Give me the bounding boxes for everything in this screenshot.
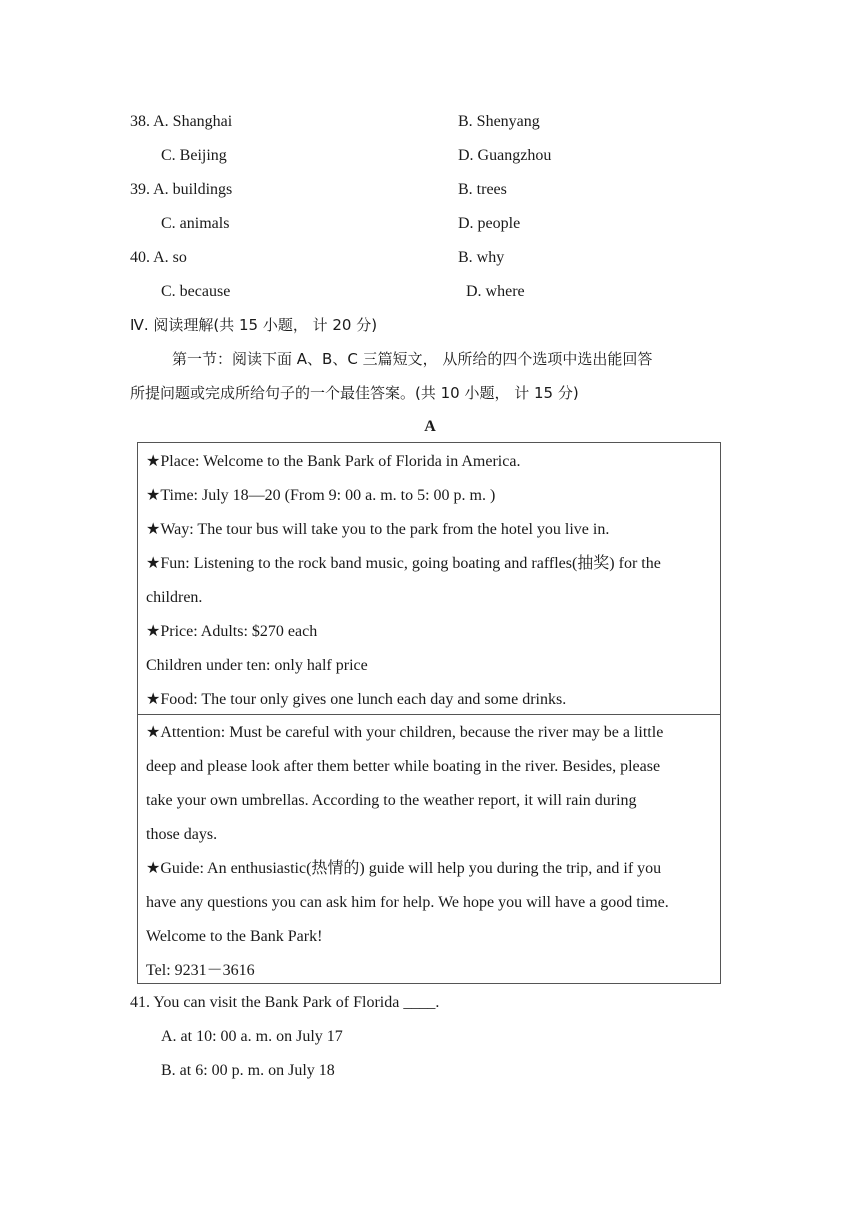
q38-option-d: D. Guangzhou [458, 147, 552, 164]
q41-option-b: B. at 6: 00 p. m. on July 18 [161, 1062, 335, 1079]
passage-label: A [424, 418, 436, 435]
notice-guide: ★Guide: An enthusiastic(热情的) guide will help you during the trip, and if you [146, 860, 662, 877]
notice-food: ★Food: The tour only gives one lunch each day and some drinks. [146, 691, 567, 708]
q38-option-c: C. Beijing [161, 147, 227, 164]
notice-divider [138, 714, 720, 715]
notice-way: ★Way: The tour bus will take you to the park from the hotel you live in. [146, 521, 610, 538]
q41-stem: 41. You can visit the Bank Park of Florida ____. [130, 994, 440, 1011]
notice-price-children: Children under ten: only half price [146, 657, 368, 674]
notice-guide-2: have any questions you can ask him for help. We hope you will have a good time. [146, 894, 669, 911]
q38-option-b: B. Shenyang [458, 113, 540, 130]
notice-time: ★Time: July 18—20 (From 9: 00 a. m. to 5: 00 p. m. ) [146, 487, 496, 504]
notice-fun: ★Fun: Listening to the rock band music, going boating and raffles(抽奖) for the [146, 555, 661, 572]
section-heading: Ⅳ. 阅读理解(共 15 小题， 计 20 分) [130, 316, 378, 334]
notice-box [137, 442, 721, 984]
notice-welcome: Welcome to the Bank Park! [146, 928, 323, 945]
notice-tel: Tel: 9231－3616 [146, 962, 255, 979]
notice-attention-2: deep and please look after them better while boating in the river. Besides, please [146, 758, 661, 775]
q40-option-a: 40. A. so [130, 249, 187, 266]
q40-option-c: C. because [161, 283, 231, 300]
q39-option-b: B. trees [458, 181, 507, 198]
notice-place: ★Place: Welcome to the Bank Park of Florida in America. [146, 453, 521, 470]
q39-option-a: 39. A. buildings [130, 181, 233, 198]
notice-fun-cont: children. [146, 589, 203, 606]
notice-attention-3: take your own umbrellas. According to the weather report, it will rain during [146, 792, 637, 809]
q41-option-a: A. at 10: 00 a. m. on July 17 [161, 1028, 343, 1045]
q39-option-c: C. animals [161, 215, 230, 232]
q40-option-b: B. why [458, 249, 505, 266]
q39-option-d: D. people [458, 215, 521, 232]
q40-option-d: D. where [466, 283, 525, 300]
q38-option-a: 38. A. Shanghai [130, 113, 233, 130]
notice-attention: ★Attention: Must be careful with your children, because the river may be a little [146, 724, 664, 741]
notice-attention-4: those days. [146, 826, 218, 843]
notice-price: ★Price: Adults: $270 each [146, 623, 318, 640]
section-instruction-line1: 第一节：阅读下面 A、B、C 三篇短文， 从所给的四个选项中选出能回答 [172, 350, 653, 368]
section-instruction-line2: 所提问题或完成所给句子的一个最佳答案。(共 10 小题， 计 15 分) [130, 384, 579, 402]
